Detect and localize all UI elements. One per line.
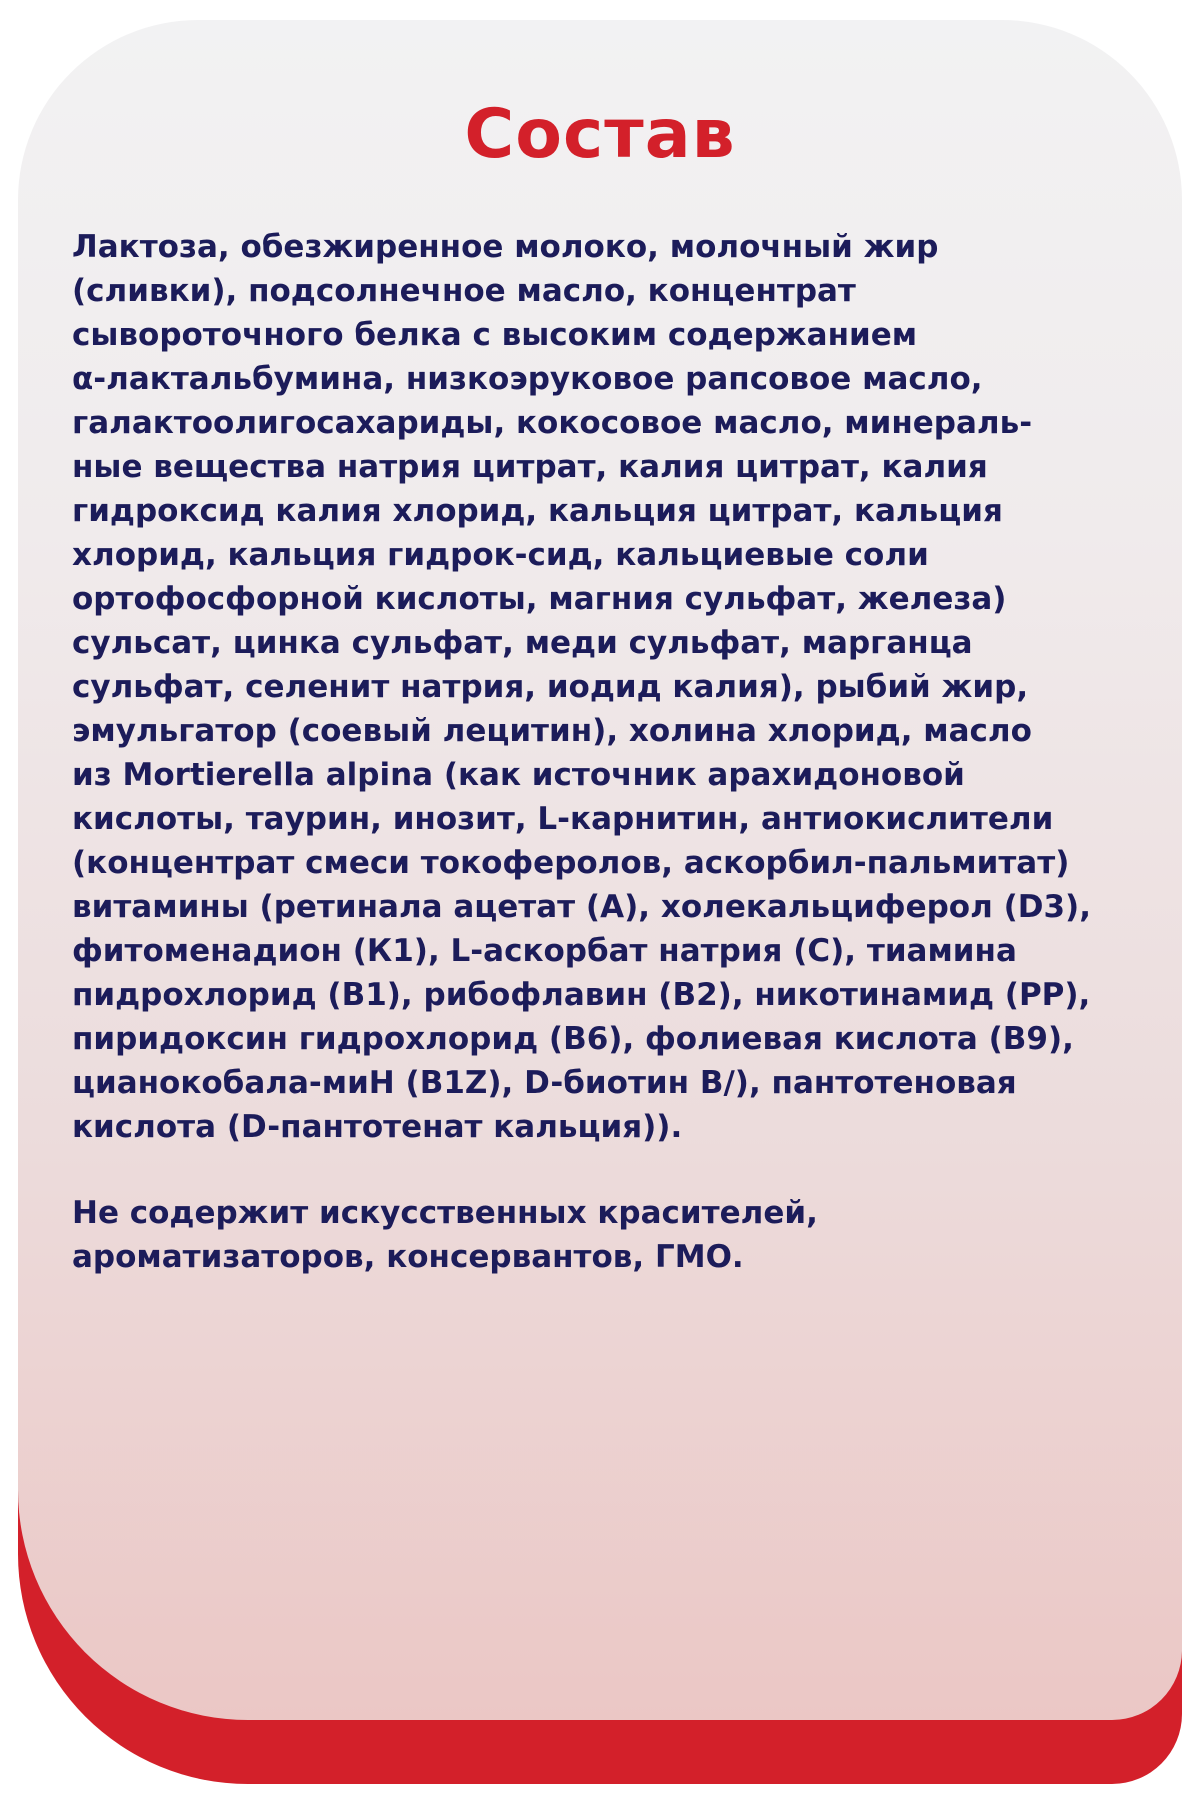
composition-line: сывороточного белка с высоким содержанием: [72, 317, 918, 353]
composition-card: [18, 20, 1182, 1720]
composition-line: ные вещества натрия цитрат, калия цитрат, калия: [72, 449, 988, 485]
composition-line: хлорид, кальция гидрок-сид, кальциевые соли: [72, 537, 929, 573]
composition-line: ортофосфорной кислоты, магния сульфат, железа): [72, 581, 1007, 617]
composition-line: цианокобала-миН (B1Z), D-биотин В/), пантотеновая: [72, 1065, 1017, 1101]
card-title: Состав: [464, 95, 736, 174]
composition-line: пидрохлорид (B1), рибофлавин (B2), никотинамид (PP),: [72, 977, 1091, 1013]
note-line: ароматизаторов, консервантов, ГМО.: [72, 1239, 744, 1275]
composition-line: из Mortierella alpina (как источник арахидоновой: [72, 757, 965, 793]
composition-line: сульфат, селенит натрия, иодид калия), рыбий жир,: [72, 669, 1029, 705]
composition-line: (концентрат смеси токоферолов, аскорбил-пальмитат): [72, 845, 1070, 881]
composition-line: сульсат, цинка сульфат, меди сульфат, марганца: [72, 625, 973, 661]
composition-line: кислота (D-пантотенат кальция)).: [72, 1109, 683, 1145]
composition-line: α-лактальбумина, низкоэруковое рапсовое масло,: [72, 361, 983, 397]
no-additives-note: [72, 1191, 1152, 1279]
composition-text: [72, 225, 1152, 1149]
composition-line: Лактоза, обезжиренное молоко, молочный жир: [72, 229, 939, 265]
composition-line: эмульгатор (соевый лецитин), холина хлорид, масло: [72, 713, 1032, 749]
note-line: Не содержит искусственных красителей,: [72, 1195, 818, 1231]
composition-line: пиридоксин гидрохлорид (B6), фолиевая кислота (B9),: [72, 1021, 1074, 1057]
composition-line: кислоты, таурин, инозит, L-карнитин, антиокислители: [72, 801, 1054, 837]
composition-line: (сливки), подсолнечное масло, концентрат: [72, 273, 856, 309]
composition-line: гидроксид калия хлорид, кальция цитрат, кальция: [72, 493, 1003, 529]
composition-line: галактоолигосахариды, кокосовое масло, минераль-: [72, 405, 1033, 441]
composition-line: фитоменадион (К1), L-аскорбат натрия (С), тиамина: [72, 933, 1017, 969]
composition-line: витамины (ретинала ацетат (А), холекальциферол (D3),: [72, 889, 1091, 925]
